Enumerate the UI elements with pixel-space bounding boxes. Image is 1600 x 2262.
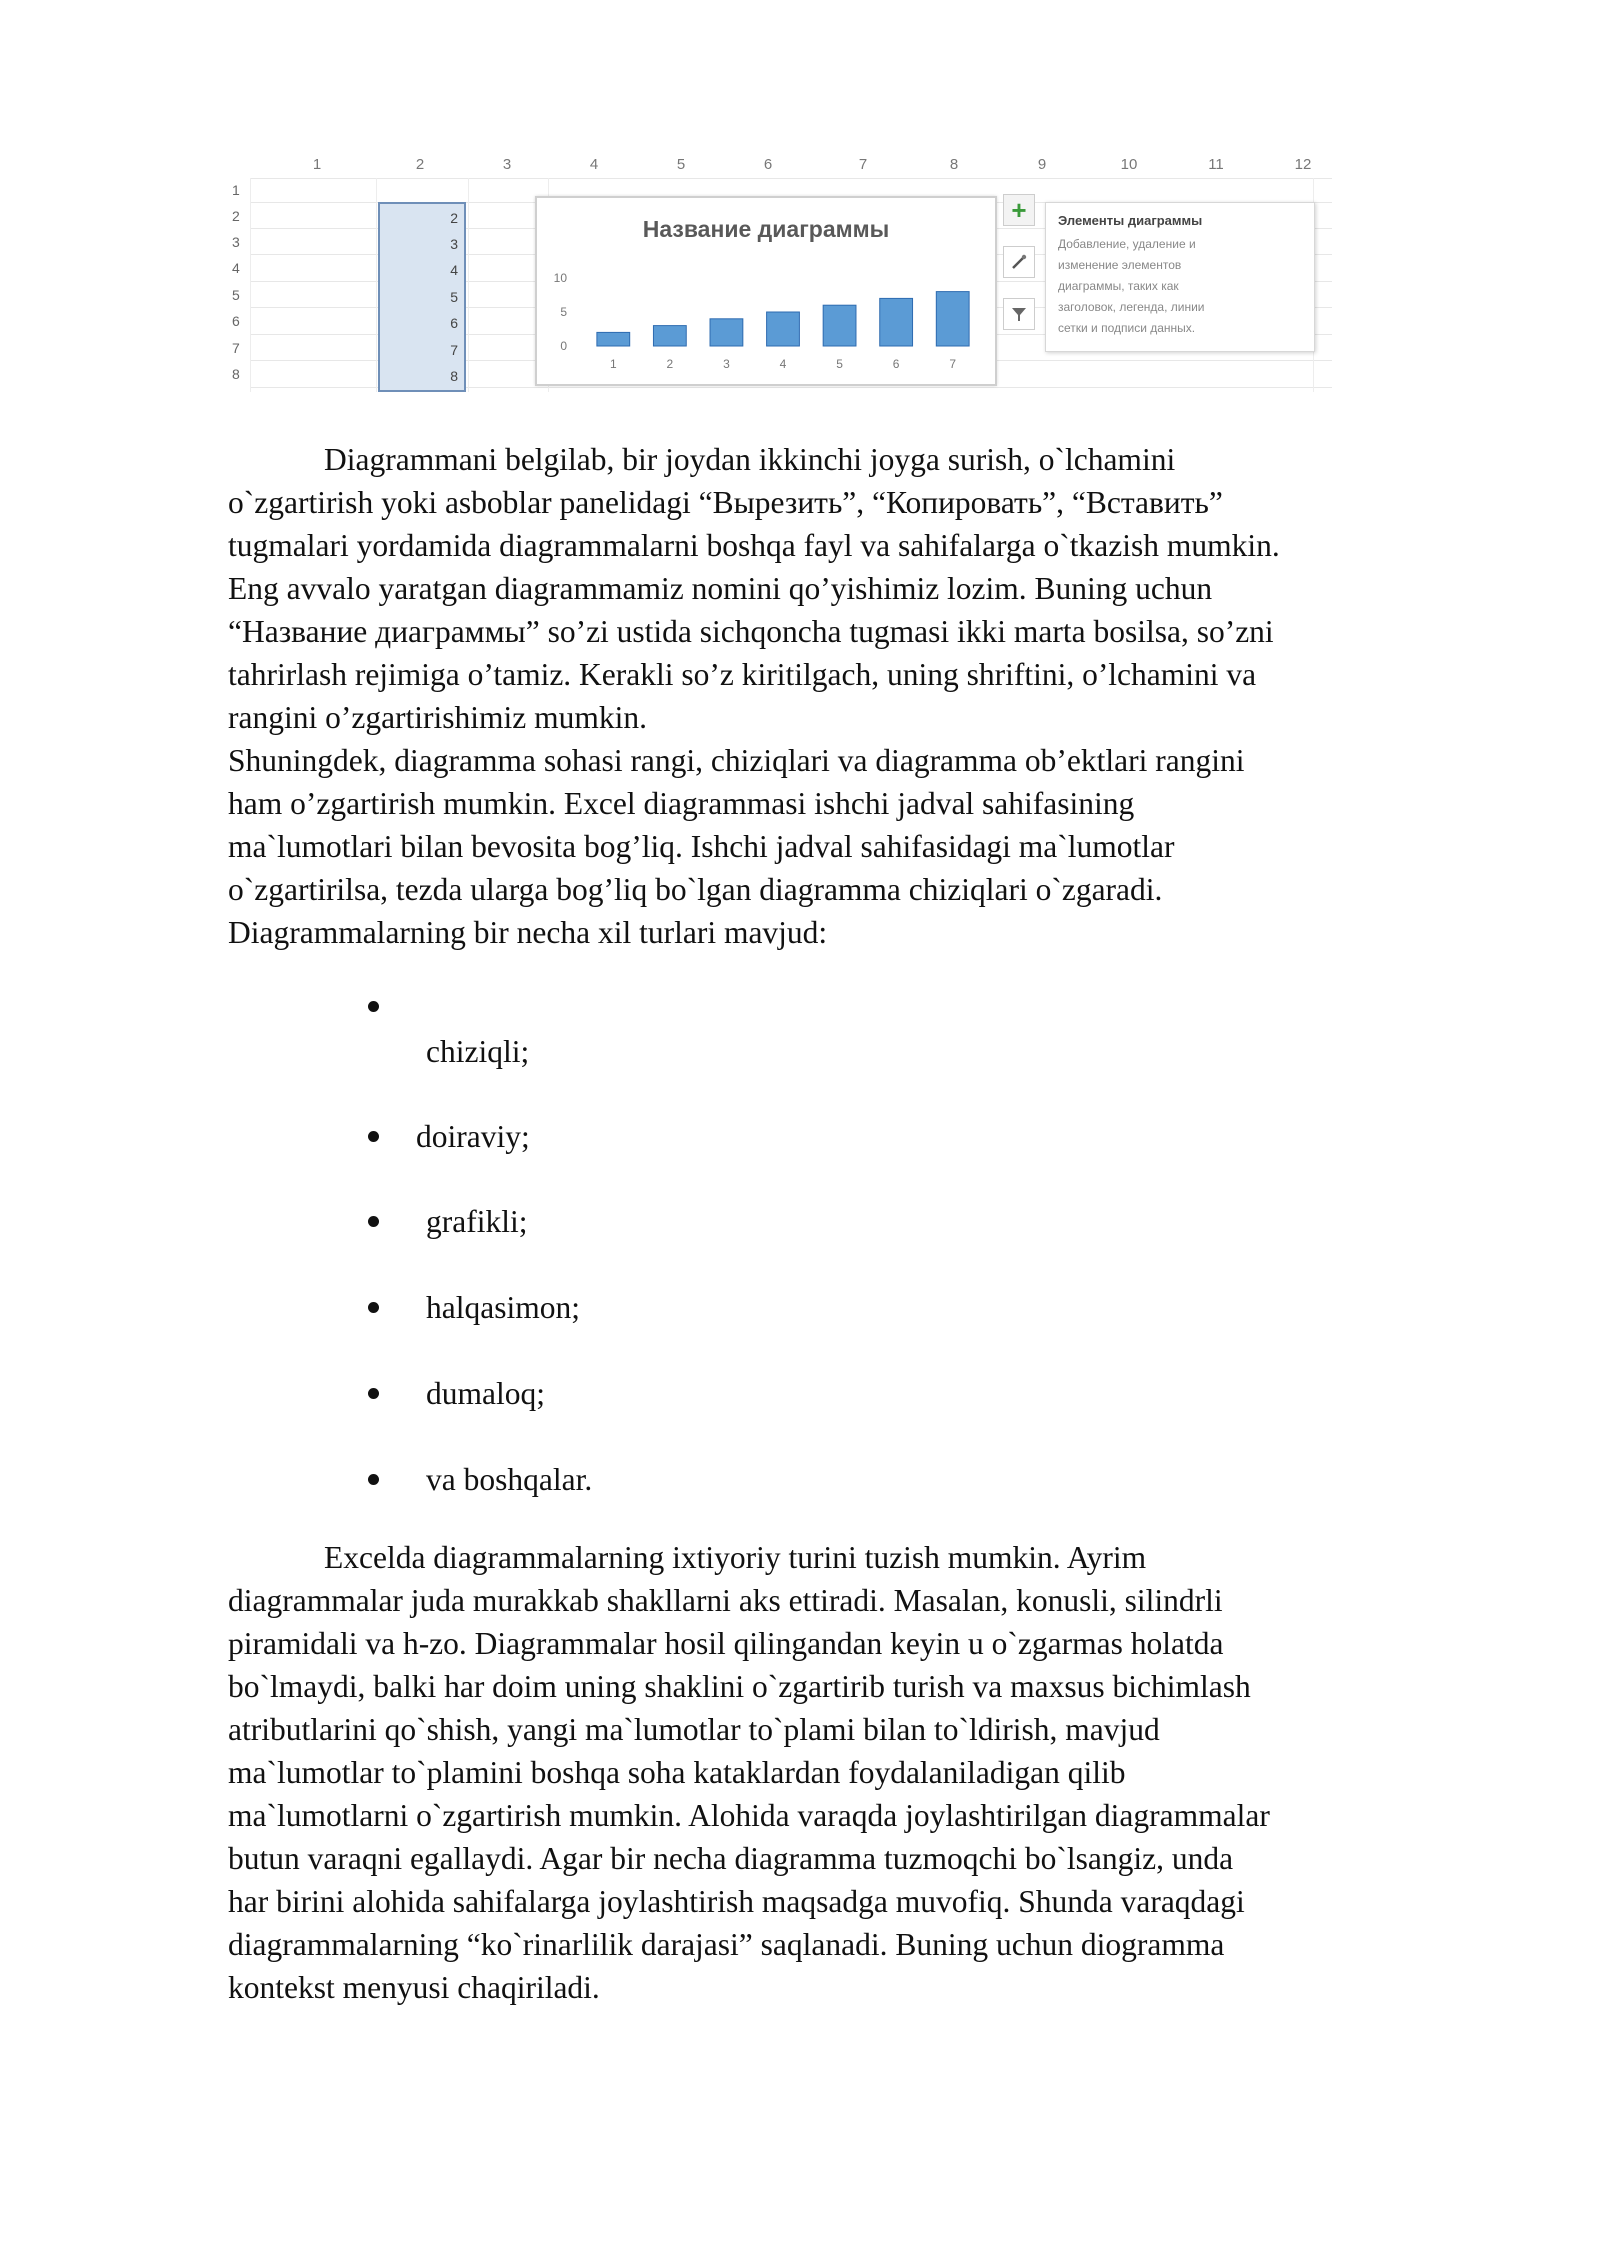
tooltip-line: диаграммы, таких как — [1058, 279, 1179, 293]
row-header: 8 — [232, 366, 240, 382]
column-header: 1 — [312, 156, 322, 173]
chart-title[interactable]: Название диаграммы — [642, 216, 890, 242]
x-tick-label: 2 — [666, 357, 674, 371]
bullet-icon — [368, 1131, 379, 1142]
bullet-icon — [368, 1001, 379, 1012]
x-tick-label: 3 — [723, 357, 730, 371]
column-header: 4 — [589, 156, 599, 173]
column-header: 12 — [1294, 156, 1312, 173]
chart-elements-tooltip — [1045, 202, 1315, 352]
tooltip-line: изменение элементов — [1058, 258, 1182, 272]
list-item: dumaloq; — [426, 1376, 545, 1411]
tooltip-line: Добавление, удаление и — [1058, 237, 1196, 251]
column-header: 3 — [502, 156, 512, 173]
chart-plot — [537, 198, 997, 386]
text-line: Shuningdek, diagramma sohasi rangi, chiziqlari va diagramma ob’ektlari rangini — [228, 743, 1245, 778]
text-line: har birini alohida sahifalarga joylashtirish maqsadga muvofiq. Shunda varaqdagi — [228, 1884, 1245, 1919]
list-item: grafikli; — [426, 1204, 528, 1239]
plus-icon: + — [1011, 195, 1027, 225]
text-line: Excelda diagrammalarning ixtiyoriy turini tuzish mumkin. Ayrim — [324, 1540, 1147, 1575]
row-header: 1 — [232, 182, 240, 198]
column-header: 7 — [858, 156, 868, 173]
text-line: o`zgartirish yoki asboblar panelidagi “Вырезить”, “Копировать”, “Вставить” — [228, 485, 1223, 520]
chart-bar[interactable] — [653, 326, 686, 346]
x-tick-label: 1 — [609, 357, 617, 371]
chart-styles-button[interactable] — [1003, 246, 1035, 278]
column-header: 5 — [676, 156, 686, 173]
text-line: ham o’zgartirish mumkin. Excel diagrammasi ishchi jadval sahifasining — [228, 786, 1135, 821]
cell-value: 5 — [450, 289, 458, 305]
column-header: 2 — [415, 156, 425, 173]
tooltip-line: заголовок, легенда, линии — [1058, 300, 1205, 314]
text-line: “Название диаграммы” so’zi ustida sichqoncha tugmasi ikki marta bosilsa, so’zni — [228, 614, 1274, 649]
y-tick-label: 0 — [560, 339, 567, 353]
x-tick-label: 7 — [949, 357, 957, 371]
bullet-icon — [368, 1388, 379, 1399]
text-line: kontekst menyusi chaqiriladi. — [228, 1970, 600, 2005]
y-tick-label: 5 — [560, 305, 567, 319]
text-line: ma`lumotlarni o`zgartirish mumkin. Alohida varaqda joylashtirilgan diagrammalar — [228, 1798, 1270, 1833]
text-line: piramidali va h-zo. Diagrammalar hosil qilingandan keyin u o`zgarmas holatda — [228, 1626, 1224, 1661]
chart-bar[interactable] — [710, 319, 743, 346]
list-item: chiziqli; — [426, 1034, 530, 1069]
list-item: halqasimon; — [426, 1290, 580, 1325]
text-line: ma`lumotlar to`plamini boshqa soha kataklardan foydalaniladigan qilib — [228, 1755, 1126, 1790]
row-header: 6 — [232, 313, 240, 329]
text-line: rangini o’zgartirishimiz mumkin. — [228, 700, 648, 735]
cell-value: 6 — [450, 315, 458, 331]
chart-bar[interactable] — [597, 332, 630, 346]
column-header: 9 — [1037, 156, 1047, 173]
text-line: tugmalari yordamida diagrammalarni boshqa fayl va sahifalarga o`tkazish mumkin. — [228, 528, 1280, 563]
cell-value: 3 — [450, 236, 458, 252]
x-tick-label: 6 — [892, 357, 900, 371]
row-header: 4 — [232, 260, 240, 276]
brush-icon — [1010, 253, 1028, 271]
column-header: 10 — [1120, 156, 1138, 173]
bar-chart[interactable] — [535, 196, 997, 386]
chart-bar[interactable] — [880, 298, 913, 346]
row-header: 7 — [232, 340, 240, 356]
text-line: atributlarini qo`shish, yangi ma`lumotlar to`plami bilan to`ldirish, mavjud — [228, 1712, 1160, 1747]
chart-bar[interactable] — [936, 292, 969, 346]
x-tick-label: 4 — [779, 357, 787, 371]
text-line: tahrirlash rejimiga o’tamiz. Kerakli so’z kiritilgach, uning shriftini, o’lchamini va — [228, 657, 1257, 692]
chart-bar[interactable] — [767, 312, 800, 346]
y-tick-label: 10 — [553, 271, 567, 285]
cell-value: 4 — [450, 262, 458, 278]
chart-filters-button[interactable] — [1003, 298, 1035, 330]
filter-icon — [1010, 305, 1028, 323]
text-line: bo`lmaydi, balki har doim uning shaklini o`zgartirib turish va maxsus bichimlash — [228, 1669, 1251, 1704]
text-line: Diagrammalarning bir necha xil turlari mavjud: — [228, 915, 828, 950]
column-header: 11 — [1208, 156, 1224, 173]
list-item: va boshqalar. — [426, 1462, 593, 1497]
row-header: 5 — [232, 287, 240, 303]
text-line: ma`lumotlari bilan bevosita bog’liq. Ishchi jadval sahifasidagi ma`lumotlar — [228, 829, 1175, 864]
selected-data-range[interactable] — [378, 202, 466, 392]
column-header: 8 — [949, 156, 959, 173]
tooltip-title: Элементы диаграммы — [1058, 213, 1203, 228]
list-item: doiraviy; — [416, 1119, 530, 1154]
cell-value: 7 — [450, 342, 458, 358]
row-header: 3 — [232, 234, 240, 250]
bullet-icon — [368, 1474, 379, 1485]
bullet-icon — [368, 1302, 379, 1313]
excel-screenshot — [228, 150, 1332, 400]
row-header: 2 — [232, 208, 240, 224]
tooltip-line: сетки и подписи данных. — [1058, 321, 1196, 335]
chart-elements-button[interactable] — [1003, 194, 1035, 226]
text-line: diagrammalarning “ko`rinarlilik darajasi” saqlanadi. Buning uchun diogramma — [228, 1927, 1225, 1962]
x-tick-label: 5 — [836, 357, 843, 371]
text-line: Eng avvalo yaratgan diagrammamiz nomini qo’yishimiz lozim. Buning uchun — [228, 571, 1213, 606]
column-header: 6 — [763, 156, 773, 173]
bullet-icon — [368, 1216, 379, 1227]
cell-value: 2 — [450, 210, 458, 226]
chart-bar[interactable] — [823, 305, 856, 346]
cell-value: 8 — [450, 368, 458, 384]
text-line: butun varaqni egallaydi. Agar bir necha diagramma tuzmoqchi bo`lsangiz, unda — [228, 1841, 1234, 1876]
text-line: o`zgartirilsa, tezda ularga bog’liq bo`lgan diagramma chiziqlari o`zgaradi. — [228, 872, 1163, 907]
text-line: diagrammalar juda murakkab shakllarni aks ettiradi. Masalan, konusli, silindrli — [228, 1583, 1223, 1618]
text-line: Diagrammani belgilab, bir joydan ikkinchi joyga surish, o`lchamini — [324, 442, 1176, 477]
